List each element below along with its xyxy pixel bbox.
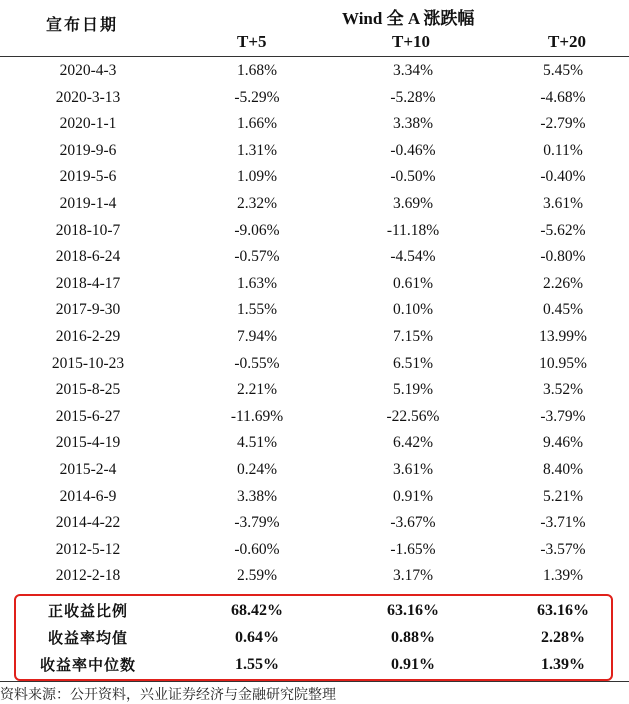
- row-t10-cell: -11.18%: [386, 221, 440, 239]
- source-note: 资料来源：公开资料，兴业证券经济与金融研究院整理: [0, 687, 336, 703]
- row-t5-cell: 2.59%: [236, 567, 278, 585]
- summary-t5-cell: 0.64%: [235, 629, 279, 646]
- row-t10-cell: -0.50%: [390, 168, 436, 186]
- table-row: [0, 191, 629, 217]
- row-t5-cell: 1.31%: [236, 141, 278, 159]
- row-t10-cell: 0.10%: [392, 301, 434, 319]
- row-t20-cell: -4.68%: [540, 88, 586, 106]
- row-t20-cell: 2.26%: [542, 274, 584, 292]
- row-t10-cell: 6.51%: [392, 354, 434, 372]
- row-t20-cell: 0.11%: [543, 141, 583, 159]
- row-date-cell: 2017-9-30: [55, 301, 121, 319]
- col-header-t10: T+10: [392, 32, 431, 51]
- date-column-header: 宣布日期: [46, 15, 119, 34]
- row-t10-cell: -0.46%: [390, 141, 436, 159]
- row-date-cell: 2015-10-23: [51, 354, 125, 372]
- row-t10-cell: 3.69%: [392, 195, 434, 212]
- summary-t10-cell: 0.91%: [391, 656, 435, 673]
- table-row: [0, 537, 629, 563]
- table-row: [0, 430, 629, 456]
- row-t20-cell: 3.52%: [542, 381, 584, 399]
- table-row: [0, 510, 629, 536]
- row-date-cell: 2019-1-4: [59, 195, 117, 212]
- row-date-cell: 2015-4-19: [55, 434, 121, 452]
- row-t5-cell: -0.57%: [234, 248, 280, 266]
- row-t20-cell: -0.40%: [540, 168, 586, 186]
- summary-label-cell: 正收益比例: [47, 602, 128, 620]
- row-t5-cell: -11.69%: [230, 407, 284, 425]
- table-row: [0, 111, 629, 137]
- row-t20-cell: -3.79%: [540, 407, 586, 425]
- row-t5-cell: 4.51%: [236, 434, 278, 452]
- row-t20-cell: 3.61%: [542, 195, 584, 212]
- row-t10-cell: 3.17%: [392, 567, 434, 585]
- summary-t10-cell: 0.88%: [391, 629, 435, 646]
- row-t5-cell: 1.09%: [236, 168, 278, 186]
- summary-t20-cell: 1.39%: [541, 656, 585, 673]
- row-t5-cell: -0.60%: [234, 540, 280, 558]
- row-t20-cell: 5.21%: [542, 487, 584, 505]
- row-date-cell: 2014-4-22: [55, 514, 121, 532]
- summary-t10-cell: 63.16%: [387, 602, 439, 619]
- col-header-t20: T+20: [548, 32, 587, 51]
- row-t20-cell: 13.99%: [539, 328, 587, 345]
- row-date-cell: 2020-4-3: [59, 62, 117, 79]
- table-row: [0, 164, 629, 190]
- row-date-cell: 2016-2-29: [55, 328, 121, 345]
- row-date-cell: 2014-6-9: [59, 487, 117, 505]
- row-date-cell: 2012-2-18: [55, 567, 121, 585]
- row-t10-cell: 0.61%: [392, 274, 434, 292]
- row-date-cell: 2015-2-4: [59, 461, 117, 478]
- row-t10-cell: 5.19%: [392, 381, 434, 399]
- row-t10-cell: -1.65%: [390, 540, 436, 558]
- row-t20-cell: -3.71%: [540, 514, 586, 532]
- table-row: [0, 85, 629, 111]
- table-row: [0, 138, 629, 164]
- table-row: [0, 351, 629, 377]
- col-header-t5: T+5: [237, 32, 267, 51]
- row-t5-cell: -0.55%: [234, 354, 280, 372]
- summary-t5-cell: 1.55%: [235, 656, 279, 673]
- table-row: [0, 457, 629, 483]
- row-date-cell: 2019-5-6: [59, 168, 117, 186]
- row-date-cell: 2019-9-6: [59, 141, 117, 159]
- row-t10-cell: 3.38%: [392, 115, 434, 133]
- table-row: [0, 297, 629, 323]
- row-t10-cell: 7.15%: [392, 328, 434, 345]
- row-t10-cell: -3.67%: [390, 514, 436, 532]
- row-t5-cell: 1.66%: [236, 115, 278, 133]
- row-t5-cell: 1.63%: [236, 274, 278, 292]
- row-date-cell: 2020-1-1: [59, 115, 117, 133]
- row-t20-cell: -3.57%: [540, 540, 586, 558]
- row-t10-cell: 3.61%: [392, 461, 434, 478]
- summary-label-cell: 收益率均值: [47, 629, 128, 647]
- table-row: [0, 324, 629, 350]
- row-date-cell: 2015-8-25: [55, 381, 121, 399]
- row-t5-cell: 3.38%: [236, 487, 278, 505]
- row-date-cell: 2020-3-13: [55, 88, 121, 106]
- row-t20-cell: 8.40%: [542, 461, 584, 478]
- table-row: [0, 404, 629, 430]
- row-t5-cell: 7.94%: [236, 328, 278, 345]
- row-t5-cell: -5.29%: [234, 88, 280, 106]
- row-t10-cell: 6.42%: [392, 434, 434, 452]
- summary-t20-cell: 63.16%: [537, 602, 589, 619]
- table-row: [0, 563, 629, 589]
- row-t5-cell: 1.55%: [236, 301, 278, 319]
- row-date-cell: 2018-6-24: [55, 248, 121, 266]
- summary-t20-cell: 2.28%: [541, 629, 585, 646]
- bottom-rule: [0, 681, 629, 682]
- row-date-cell: 2015-6-27: [55, 407, 121, 425]
- header-rule: [0, 56, 629, 57]
- row-t5-cell: 2.21%: [236, 381, 278, 399]
- table-row: [0, 218, 629, 244]
- row-t5-cell: -3.79%: [234, 514, 280, 532]
- row-t10-cell: -5.28%: [390, 88, 436, 106]
- summary-label-cell: 收益率中位数: [39, 656, 136, 674]
- row-t10-cell: 3.34%: [392, 62, 434, 79]
- table-row: [0, 271, 629, 297]
- group-title: Wind 全 A 涨跌幅: [342, 9, 475, 28]
- row-t10-cell: -4.54%: [390, 248, 436, 266]
- row-t10-cell: -22.56%: [386, 407, 440, 425]
- row-t20-cell: 10.95%: [539, 354, 587, 372]
- row-date-cell: 2018-10-7: [55, 221, 121, 239]
- row-t20-cell: 1.39%: [542, 567, 584, 585]
- row-t20-cell: 0.45%: [542, 301, 584, 319]
- row-t20-cell: -2.79%: [540, 115, 586, 133]
- row-date-cell: 2012-5-12: [55, 540, 121, 558]
- row-t20-cell: -0.80%: [540, 248, 586, 266]
- row-t5-cell: 0.24%: [236, 461, 278, 478]
- table-row: [0, 58, 629, 84]
- row-t20-cell: 9.46%: [542, 434, 584, 452]
- table-row: [0, 484, 629, 510]
- row-t5-cell: 2.32%: [236, 195, 278, 212]
- summary-t5-cell: 68.42%: [231, 602, 283, 619]
- row-t5-cell: -9.06%: [234, 221, 280, 239]
- summary-highlight-box: [14, 594, 613, 681]
- table-row: [0, 244, 629, 270]
- row-t20-cell: -5.62%: [540, 221, 586, 239]
- row-date-cell: 2018-4-17: [55, 274, 121, 292]
- row-t5-cell: 1.68%: [236, 62, 278, 79]
- row-t10-cell: 0.91%: [392, 487, 434, 505]
- row-t20-cell: 5.45%: [542, 62, 584, 79]
- table-row: [0, 377, 629, 403]
